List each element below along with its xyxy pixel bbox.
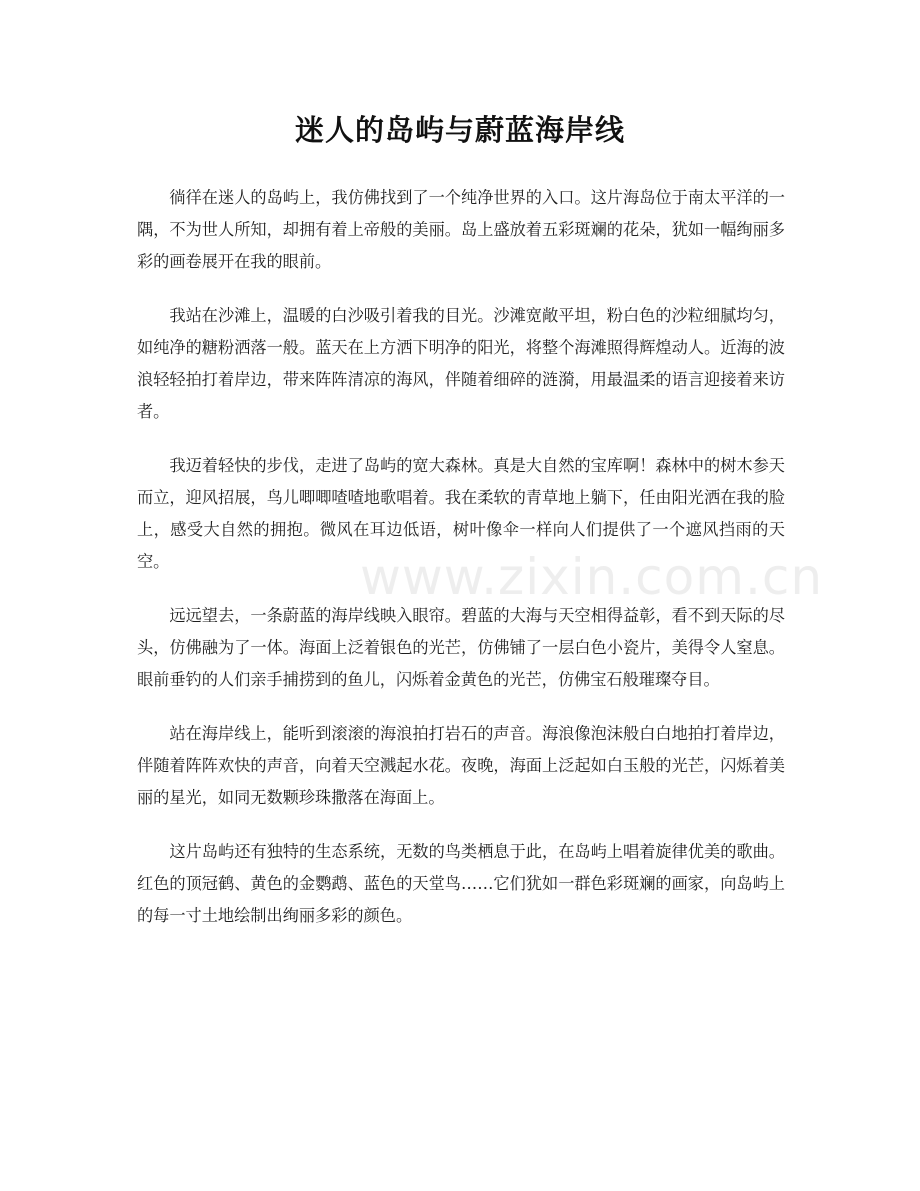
page-title: 迷人的岛屿与蔚蓝海岸线 — [294, 113, 625, 147]
watermark: www.zixin.com.cn — [360, 548, 824, 606]
paragraph-1: 徜徉在迷人的岛屿上，我仿佛找到了一个纯净世界的入口。这片海岛位于南太平洋的一隅，不为世人所知，却拥有着上帝般的美丽。岛上盛放着五彩斑斓的花朵，犹如一幅绚丽多彩的画卷展开在我的眼前。 — [137, 188, 785, 271]
paragraph-2: 我站在沙滩上，温暖的白沙吸引着我的目光。沙滩宽敞平坦，粉白色的沙粒细腻均匀，如纯净的糖粉洒落一般。蓝天在上方洒下明净的阳光，将整个海滩照得辉煌动人。近海的波浪轻轻拍打着岸边，带来阵阵清凉的海风，伴随着细碎的涟漪，用最温柔的语言迎接着来访者。 — [137, 306, 785, 421]
paragraph-4: 远远望去，一条蔚蓝的海岸线映入眼帘。碧蓝的大海与天空相得益彰，看不到天际的尽头，仿佛融为了一体。海面上泛着银色的光芒，仿佛铺了一层白色小瓷片，美得令人窒息。眼前垂钓的人们亲手捕捞到的鱼儿，闪烁着金黄色的光芒，仿佛宝石般璀璨夺目。 — [137, 606, 785, 689]
paragraph-5: 站在海岸线上，能听到滚滚的海浪拍打岩石的声音。海浪像泡沫般白白地拍打着岸边，伴随着阵阵欢快的声音，向着天空溅起水花。夜晚，海面上泛起如白玉般的光芒，闪烁着美丽的星光，如同无数颗珍珠撒落在海面上。 — [137, 724, 785, 807]
paragraph-3: 我迈着轻快的步伐，走进了岛屿的宽大森林。真是大自然的宝库啊！森林中的树木参天而立，迎风招展，鸟儿唧唧喳喳地歌唱着。我在柔软的青草地上躺下，任由阳光洒在我的脸上，感受大自然的拥抱。微风在耳边低语，树叶像伞一样向人们提供了一个遮风挡雨的天空。 — [137, 456, 785, 571]
paragraph-6: 这片岛屿还有独特的生态系统，无数的鸟类栖息于此，在岛屿上唱着旋律优美的歌曲。红色的顶冠鹤、黄色的金鹦鹉、蓝色的天堂鸟……它们犹如一群色彩斑斓的画家，向岛屿上的每一寸土地绘制出绚丽多彩的颜色。 — [137, 842, 785, 925]
article-body — [137, 182, 785, 954]
